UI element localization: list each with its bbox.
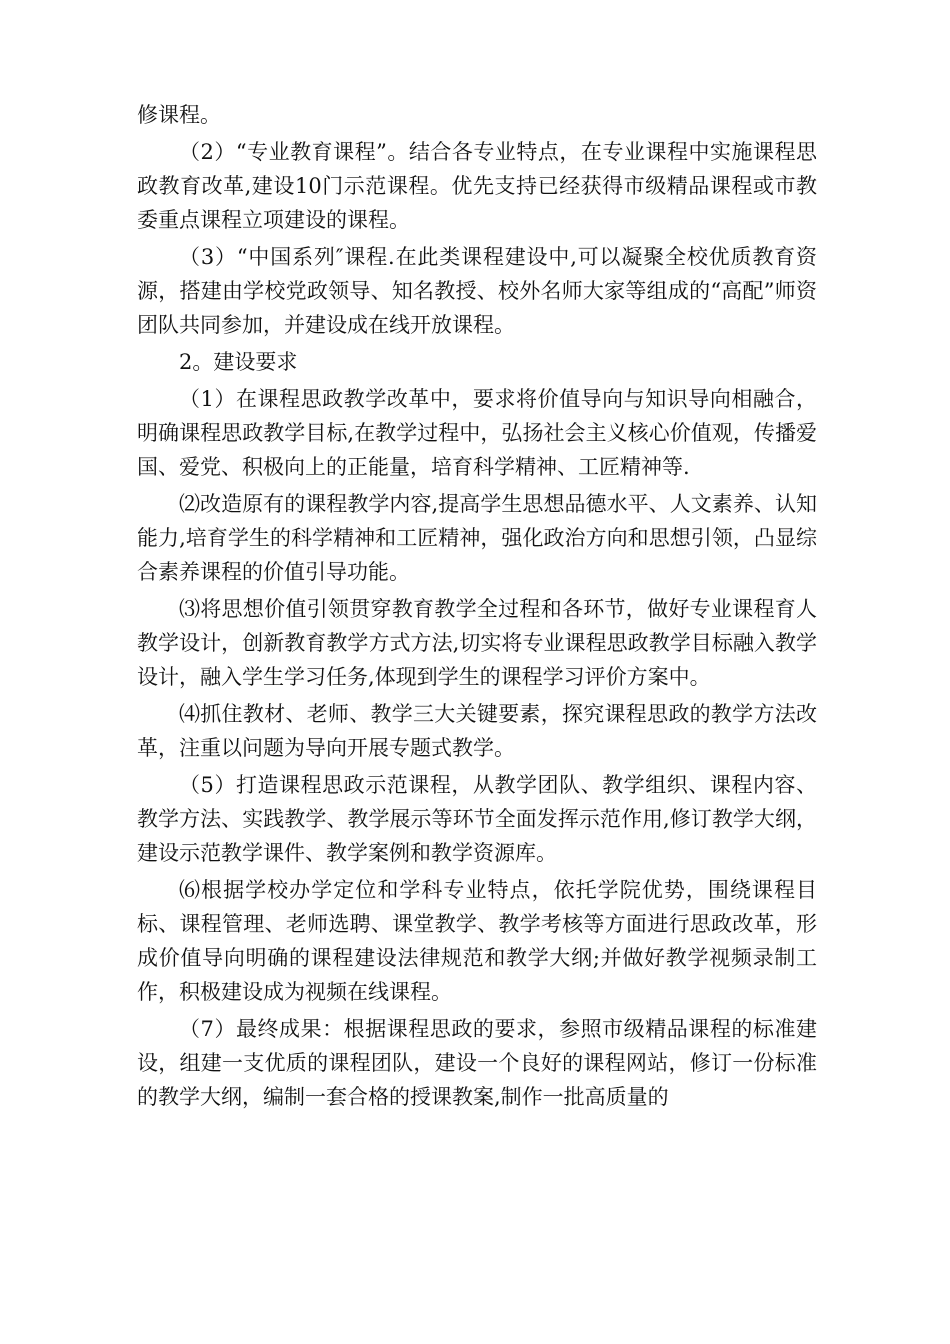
requirement-item-7: （7）最终成果：根据课程思政的要求，参照市级精品课程的标准建设，组建一支优质的课程团队，建设一个良好的课程网站，修订一份标准的教学大纲，编制一套合格的授课教案,制作一批高质量的: [137, 1017, 817, 1109]
paragraph-continuation: 修课程。: [137, 103, 221, 127]
paragraph-item-2: （2）“专业教育课程”。结合各专业特点，在专业课程中实施课程思政教育改革,建设10门示范课程。优先支持已经获得市级精品课程或市教委重点课程立项建设的课程。: [137, 140, 817, 232]
requirement-item-4: ⑷抓住教材、老师、教学三大关键要素，探究课程思政的教学方法改革，注重以问题为导向开展专题式教学。: [137, 702, 817, 760]
paragraph-item-3: （3）“中国系列″课程.在此类课程建设中,可以凝聚全校优质教育资源，搭建由学校党政领导、知名教授、校外名师大家等组成的“高配”师资团队共同参加，并建设成在线开放课程。: [137, 245, 817, 337]
requirement-item-3: ⑶将思想价值引领贯穿教育教学全过程和各环节，做好专业课程育人教学设计，创新教育教学方式方法,切实将专业课程思政教学目标融入教学设计，融入学生学习任务,体现到学生的课程学习评价方案中。: [137, 597, 817, 689]
requirement-item-1: （1）在课程思政教学改革中，要求将价值导向与知识导向相融合，明确课程思政教学目标,在教学过程中，弘扬社会主义核心价值观，传播爱国、爱党、积极向上的正能量，培育科学精神、工匠精神等.: [137, 387, 817, 479]
requirement-item-5: （5）打造课程思政示范课程，从教学团队、教学组织、课程内容、教学方法、实践教学、教学展示等环节全面发挥示范作用,修订教学大纲，建设示范教学课件、教学案例和教学资源库。: [137, 773, 817, 865]
requirement-item-2: ⑵改造原有的课程教学内容,提高学生思想品德水平、人文素养、认知能力,培育学生的科学精神和工匠精神，强化政治方向和思想引领，凸显综合素养课程的价值引导功能。: [137, 492, 817, 584]
requirement-item-6: ⑹根据学校办学定位和学科专业特点，依托学院优势，围绕课程目标、课程管理、老师选聘、课堂教学、教学考核等方面进行思政改革，形成价值导向明确的课程建设法律规范和教学大纲;并做好教学视频录制工作，积极建设成为视频在线课程。: [137, 878, 817, 1004]
document-body: [137, 98, 817, 1117]
section-heading: 2。建设要求: [179, 350, 298, 374]
